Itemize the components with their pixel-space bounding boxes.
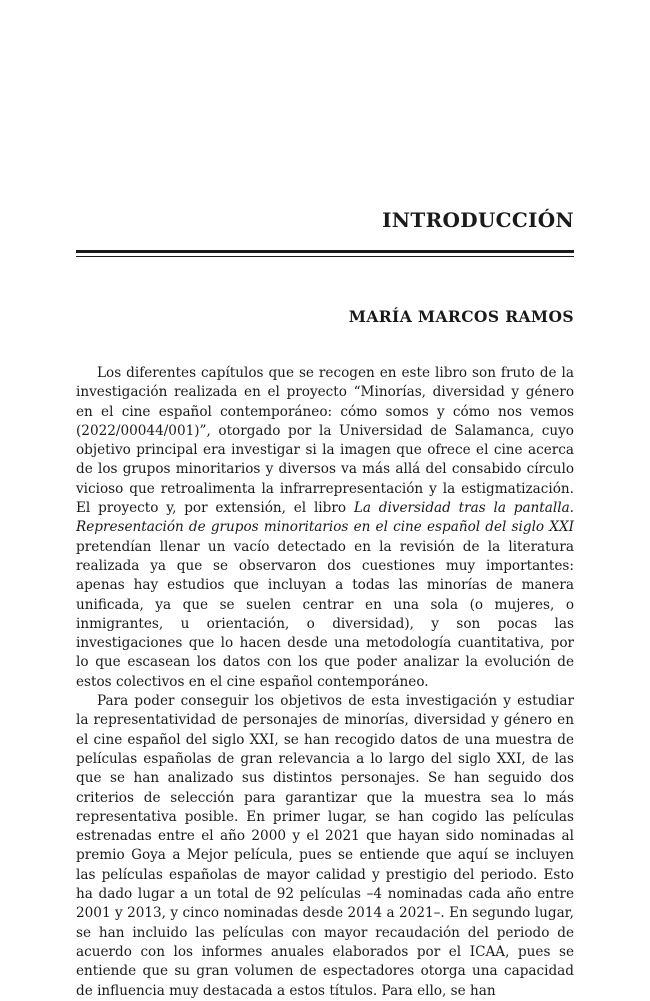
title-rule-thick (76, 250, 574, 253)
title-rule-thin (76, 256, 574, 257)
paragraph-1-text-a: Los diferentes capítulos que se recogen en este libro son fruto de la investigación realizada en el proyecto “Minorías, diversidad y género en el cine español contemporáneo: cómo somos y cómo nos vemos (2022/00044/001)”, otorgado por la Universidad de Salamanca, cuyo objetivo principal era investigar si la imagen que ofrece el cine acerca de los grupos minoritarios y diversos va más allá del consabido círculo vicioso que retroalimenta la infrarrepresentación y la estigmatización. El proyecto y, por extensión, el libro (76, 365, 574, 517)
paragraph-1 (76, 364, 574, 692)
chapter-author: MARÍA MARCOS RAMOS (348, 307, 574, 326)
paragraph-2 (76, 692, 574, 1001)
chapter-title: INTRODUCCIÓN (382, 208, 574, 232)
paragraph-1-text-b: pretendían llenar un vacío detectado en la revisión de la literatura realizada ya que se observaron dos cuestiones muy importantes: apenas hay estudios que incluyan a todas las minorías de manera unificada, ya que se suelen centrar en una sola (o mujeres, o inmigrantes, u orientación, o diversidad), y son pocas las investigaciones que lo hacen desde una metodología cuantitativa, por lo que escasean los datos con los que poder analizar la evolución de estos colectivos en el cine español contemporáneo. (76, 538, 574, 690)
body-text (76, 364, 574, 1001)
book-title-italic: La diversidad tras la pantalla. Representación de grupos minoritarios en el cine español del siglo XXI (76, 500, 574, 536)
paragraph-2-text: Para poder conseguir los objetivos de esta investigación y estudiar la representatividad de personajes de minorías, diversidad y género en el cine español del siglo XXI, se han recogido datos de una muestra de películas españolas de gran relevancia a lo largo del siglo XXI, de las que se han analizado sus distintos personajes. Se han seguido dos criterios de selección para garantizar que la muestra sea lo más representativa posible. En primer lugar, se han cogido las películas estrenadas entre el año 2000 y el 2021 que hayan sido nominadas al premio Goya a Mejor película, pues se entiende que aquí se incluyen las películas españolas de mayor calidad y prestigio del periodo. Esto ha dado lugar a un total de 92 películas –4 nominadas cada año entre 2001 y 2013, y cinco nominadas desde 2014 a 2021–. En segundo lugar, se han incluido las películas con mayor recaudación del periodo de acuerdo con los informes anuales elaborados por el ICAA, pues se entiende que su gran volumen de espectadores otorga una capacidad de influencia muy destacada a estos títulos. Para ello, se han (76, 693, 574, 999)
